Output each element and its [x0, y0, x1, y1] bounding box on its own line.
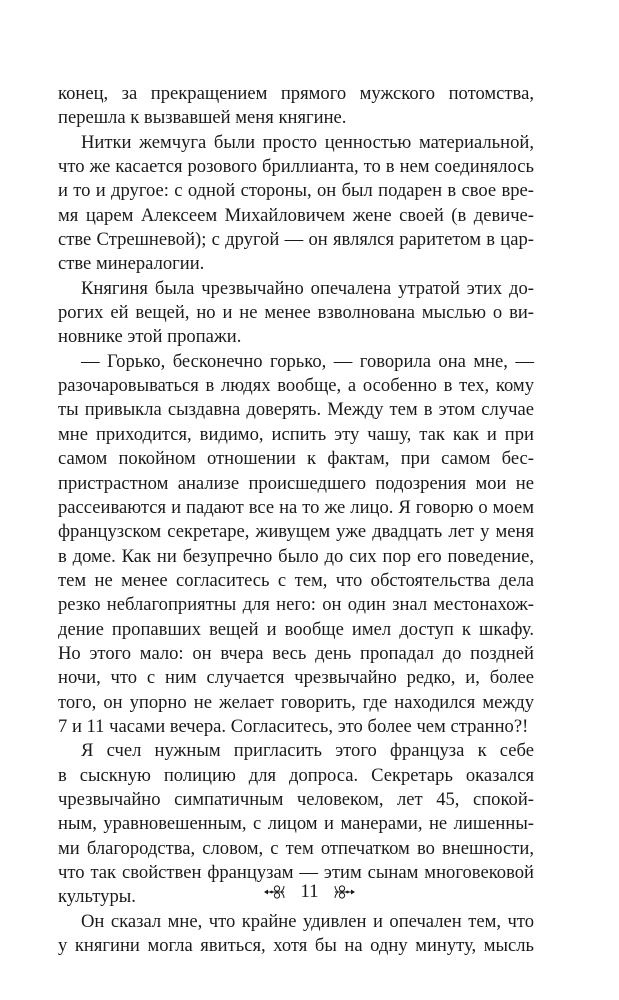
text-line: в доме. Как ни безупречно было до сих пор его поведение, — [58, 545, 534, 567]
text-line: самом покойном отношении к фактам, при самом бес- — [58, 448, 534, 470]
text-line: новнике этой пропажи. — [58, 326, 242, 348]
text-line: дение пропавших вещей и вообще имел доступ к шкафу. — [58, 618, 534, 640]
text-line: 7 и 11 часами вечера. Согласитесь, это более чем странно?! — [58, 715, 529, 737]
text-line: в сыскную полицию для допроса. Секретарь оказался — [58, 764, 534, 786]
text-line: французском секретаре, живущем уже двадцать лет у меня — [58, 521, 534, 543]
text-line: — Горько, бесконечно горько, — говорила она мне, — — [81, 350, 534, 372]
text-line: мя царем Алексеем Михайловичем жене своей (в девиче- — [58, 204, 534, 226]
text-line: Но этого мало: он вчера весь день пропадал до поздней — [58, 642, 534, 664]
text-line: чрезвычайно симпатичным человеком, лет 45, спокой- — [58, 788, 534, 810]
text-line: у княгини могла явиться, хотя бы на одну минуту, мысль — [58, 935, 534, 957]
text-line: рассеиваются и падают все на то же лицо. Я говорю о моем — [58, 496, 534, 518]
text-line: рогих ей вещей, но и не менее взволнована мыслью о ви- — [58, 302, 534, 324]
text-line: культуры. — [58, 886, 136, 908]
text-line: перешла к вызвавшей меня княгине. — [58, 107, 347, 129]
text-line: что так свойствен французам — этим сынам многовековой — [58, 862, 534, 883]
paragraph — [58, 350, 534, 740]
paragraph — [58, 82, 534, 131]
text-line: мне приходится, видимо, испить эту чашу, так как и при — [58, 423, 534, 445]
scroll-ornament-right-icon — [333, 884, 355, 900]
text-line: Нитки жемчуга были просто ценностью материальной, — [81, 131, 534, 153]
text-line: Он сказал мне, что крайне удивлен и опечален тем, что — [81, 910, 534, 932]
text-line: Я счел нужным пригласить этого француза к себе — [81, 740, 534, 762]
page-body — [58, 82, 534, 958]
text-line: ми благородства, словом, с тем отпечатком во внешности, — [58, 837, 534, 859]
paragraph — [58, 277, 534, 350]
page-footer — [0, 880, 619, 903]
text-line: стве минералогии. — [58, 253, 205, 275]
text-line: Княгиня была чрезвычайно опечалена утратой этих до- — [81, 277, 534, 299]
text-line: конец, за прекращением прямого мужского потомства, — [58, 83, 534, 104]
text-line: ты привыкла сыздавна доверять. Между тем в этом случае — [58, 399, 534, 421]
text-line: ным, уравновешенным, с лицом и манерами, не лишенны- — [58, 813, 534, 835]
text-line: ночи, что с ним случается чрезвычайно редко, и, более — [58, 667, 534, 689]
text-line: резко неблагоприятны для него: он один знал местонахож- — [58, 594, 534, 616]
paragraph — [58, 910, 534, 959]
page-number: 11 — [300, 880, 319, 902]
text-line: пристрастном анализе происшедшего подозрения мои не — [58, 472, 534, 494]
paragraph — [58, 131, 534, 277]
text-line: тем не менее согласитесь с тем, что обстоятельства дела — [58, 569, 534, 591]
scroll-ornament-left-icon — [264, 884, 286, 900]
text-line: стве Стрешневой); с другой — он являлся раритетом в цар- — [58, 229, 534, 251]
text-line: того, он упорно не желает говорить, где находился между — [58, 691, 534, 713]
text-line: что же касается розового бриллианта, то в нем соединялось — [58, 156, 534, 178]
text-line: разочаровываться в людях вообще, а особенно в тех, кому — [58, 375, 534, 397]
text-line: и то и другое: с одной стороны, он был подарен в свое вре- — [58, 180, 534, 202]
text-block — [58, 82, 534, 958]
